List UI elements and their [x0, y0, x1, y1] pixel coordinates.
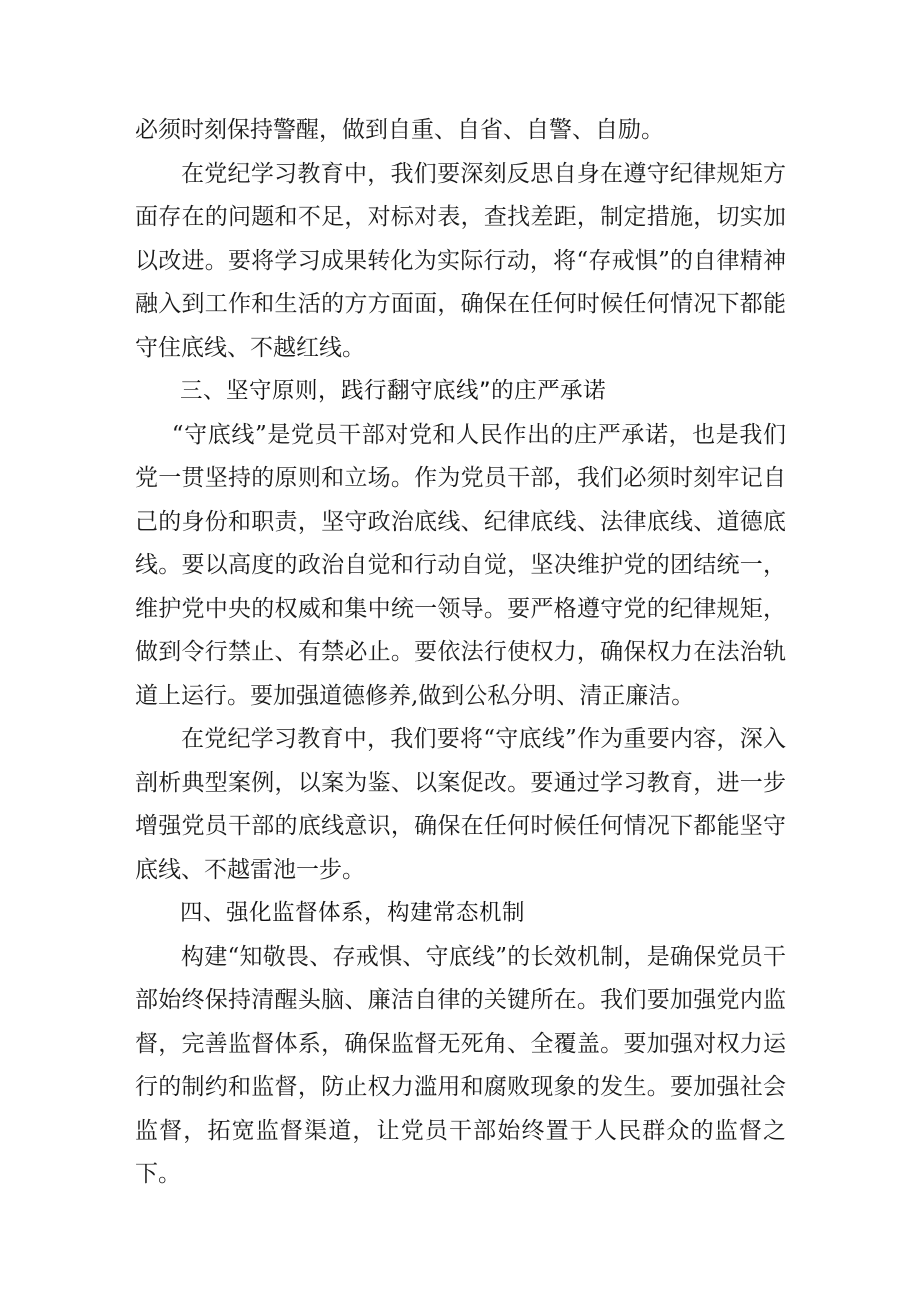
- paragraph-reflection: 在党纪学习教育中，我们要深刻反思自身在遵守纪律规矩方面存在的问题和不足，对标对表，查找差距，制定措施，切实加以改进。要将学习成果转化为实际行动，将“存戒惧”的自律精神融入到工作和生活的方方面面，确保在任何时候任何情况下都能守住底线、不越红线。: [135, 160, 786, 361]
- paragraph-bottom-line: “守底线”是党员干部对党和人民作出的庄严承诺，也是我们党一贯坚持的原则和立场。作为党员干部，我们必须时刻牢记自己的身份和职责，坚守政治底线、纪律底线、法律底线、道德底线。要以高度的政治自觉和行动自觉，坚决维护党的团结统一，维护党中央的权威和集中统一领导。要严格遵守党的纪律规矩，做到令行禁止、有禁必止。要依法行使权力，确保权力在法治轨道上运行。要加强道德修养,做到公私分明、清正廉洁。: [135, 421, 786, 709]
- paragraph-continuation: 必须时刻保持警醒，做到自重、自省、自警、自励。: [135, 117, 664, 143]
- paragraph-supervision: 构建“知敬畏、存戒惧、守底线”的长效机制，是确保党员干部始终保持清醒头脑、廉洁自律的关键所在。我们要加强党内监督，完善监督体系，确保监督无死角、全覆盖。要加强对权力运行的制约和监督，防止权力滥用和腐败现象的发生。要加强社会监督，拓宽监督渠道，让党员干部始终置于人民群众的监督之下。: [135, 943, 786, 1187]
- section-heading-four: 四、强化监督体系，构建常态机制: [180, 900, 526, 926]
- document-body: [135, 109, 786, 1197]
- paragraph-education: 在党纪学习教育中，我们要将“守底线”作为重要内容，深入剖析典型案例，以案为鉴、以案促改。要通过学习教育，进一步增强党员干部的底线意识，确保在任何时候任何情况下都能坚守底线、不越雷池一步。: [135, 726, 786, 883]
- section-heading-three: 三、坚守原则，践行翻守底线”的庄严承诺: [180, 378, 607, 404]
